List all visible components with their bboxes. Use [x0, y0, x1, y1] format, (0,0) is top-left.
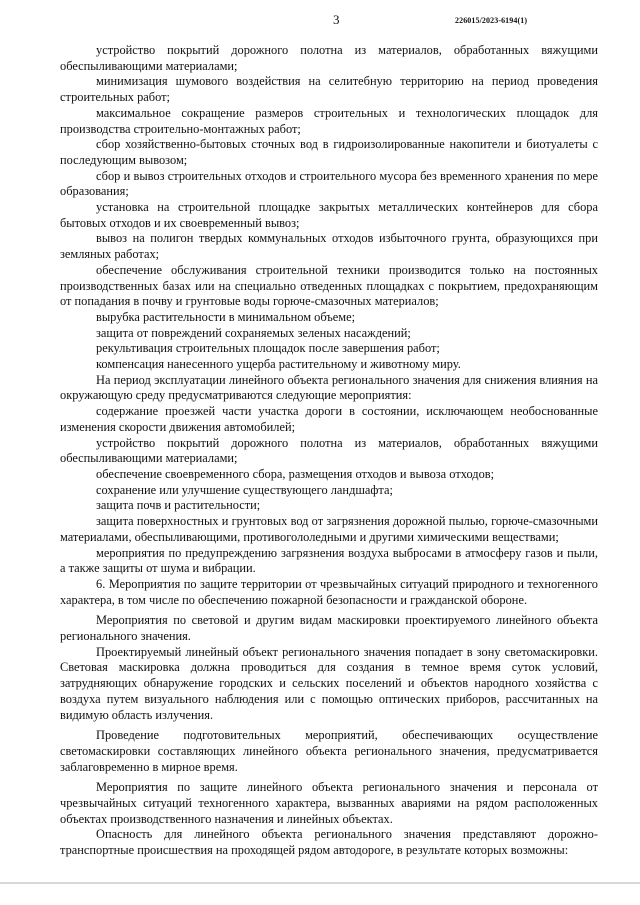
- body-paragraph: 6. Мероприятия по защите территории от чрезвычайных ситуаций природного и техногенного характера, в том числе по обеспечению пожарной безопасности и гражданской обороне.: [60, 576, 598, 607]
- body-paragraph: защита поверхностных и грунтовых вод от загрязнения дорожной пылью, горюче-смазочными материалами, обеспыливающими, противогололедными и другими химическими веществами;: [60, 514, 598, 544]
- body-paragraph: сбор хозяйственно-бытовых сточных вод в гидроизолированные накопители и биотуалеты с последующим вывозом;: [60, 137, 598, 167]
- body-paragraph: рекультивация строительных площадок после завершения работ;: [96, 341, 440, 356]
- body-paragraph: На период эксплуатации линейного объекта регионального значения для снижения влияния на окружающую среду предусматриваются следующие мероприятия:: [60, 372, 598, 403]
- body-paragraph: сбор и вывоз строительных отходов и строительного мусора без временного хранения по мере образования;: [60, 168, 598, 199]
- document-number: 226015/2023-6194(1): [455, 16, 528, 25]
- body-paragraph: Опасность для линейного объекта регионального значения представляют дорожно-транспортные происшествия на проходящей рядом автодороге, в результате которых возможны:: [60, 827, 598, 858]
- body-paragraph: мероприятия по предупреждению загрязнения воздуха выбросами в атмосферу газов и пыли, а также защиты от шума и вибрации.: [60, 545, 598, 576]
- body-paragraph: защита от повреждений сохраняемых зеленых насаждений;: [96, 325, 411, 340]
- body-paragraph: вырубка растительности в минимальном объеме;: [96, 309, 356, 324]
- body-paragraph: минимизация шумового воздействия на селитебную территорию на период проведения строительных работ;: [60, 74, 598, 105]
- body-paragraph: обеспечение своевременного сбора, размещения отходов и вывоза отходов;: [96, 466, 495, 481]
- body-paragraph: Мероприятия по световой и другим видам маскировки проектируемого линейного объекта регионального значения.: [60, 613, 598, 644]
- body-paragraph: компенсация нанесенного ущерба растительному и животному миру.: [96, 357, 461, 372]
- body-paragraph: установка на строительной площадке закрытых металлических контейнеров для сбора бытовых отходов и их своевременный вывоз;: [60, 200, 598, 230]
- body-paragraph: Проектируемый линейный объект регионального значения попадает в зону светомаскировки. Световая маскировка должна проводиться для создания в темное время суток условий, затрудняющих обнаружение городских и сельских поселений и объектов народного хозяйства с воздуха путем визуального наблюдения или с помощью оптических приборов, рассчитанных на видимую область излучения.: [60, 644, 598, 722]
- body-paragraph: максимальное сокращение размеров строительных и технологических площадок для производства строительно-монтажных работ;: [60, 105, 598, 136]
- page-number: 3: [333, 12, 340, 27]
- body-paragraph: устройство покрытий дорожного полотна из материалов, обработанных вяжущими обеспыливающими материалами;: [60, 435, 598, 466]
- body-paragraph: Мероприятия по защите линейного объекта регионального значения и персонала от чрезвычайных ситуаций техногенного характера, вызванных авариями на рядом расположенных объектах производственного назначения и линейных объектах.: [60, 780, 598, 826]
- scan-edge-divider: [0, 882, 640, 884]
- body-paragraph: Проведение подготовительных мероприятий, обеспечивающих осуществление светомаскировки составляющих линейного объекта регионального значения, предусматривается заблаговременно в мирное время.: [60, 728, 598, 774]
- document-body: [60, 43, 598, 859]
- body-paragraph: вывоз на полигон твердых коммунальных отходов избыточного грунта, образующихся при земляных работах;: [60, 231, 598, 262]
- body-paragraph: обеспечение обслуживания строительной техники производится только на постоянных производственных базах или на специально отведенных площадках с покрытием, предохраняющим от попадания в почву и грунтовые воды горюче-смазочных материалов;: [60, 262, 598, 309]
- body-paragraph: устройство покрытий дорожного полотна из материалов, обработанных вяжущими обеспыливающими материалами;: [60, 43, 598, 73]
- body-paragraph: сохранение или улучшение существующего ландшафта;: [96, 482, 393, 497]
- body-paragraph: содержание проезжей части участка дороги в состоянии, исключающем необоснованные изменения скорости движения автомобилей;: [60, 404, 598, 434]
- body-paragraph: защита почв и растительности;: [96, 498, 261, 513]
